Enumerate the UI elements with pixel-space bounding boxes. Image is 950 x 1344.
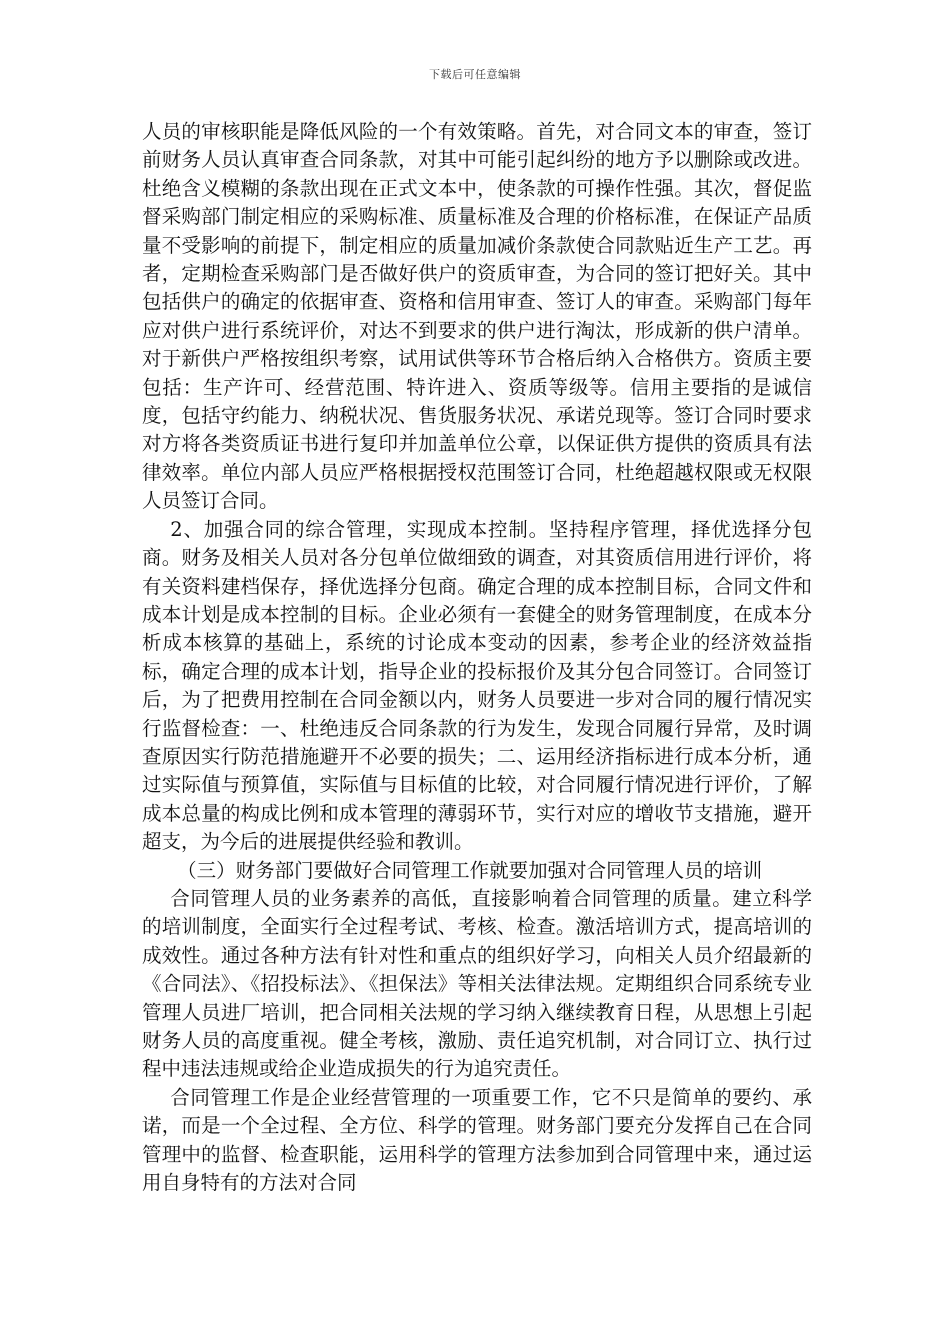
document-body bbox=[142, 118, 812, 1197]
page-header: 下载后可任意编辑 bbox=[429, 68, 521, 81]
paragraph-conclusion: 合同管理工作是企业经营管理的一项重要工作，它不只是简单的要约、承诺，而是一个全过程、全方位、科学的管理。财务部门要充分发挥自己在合同管理中的监督、检查职能，运用科学的管理方法参加到合同管理中来，通过运用自身特有的方法对合同 bbox=[142, 1085, 812, 1195]
paragraph-review-functions: 人员的审核职能是降低风险的一个有效策略。首先，对合同文本的审查，签订前财务人员认真审查合同条款，对其中可能引起纠纷的地方予以删除或改进。杜绝含义模糊的条款出现在正式文本中，使条款的可操作性强。其次，督促监督采购部门制定相应的采购标准、质量标准及合理的价格标准，在保证产品质量不受影响的前提下，制定相应的质量加减价条款使合同款贴近生产工艺。再者，定期检查采购部门是否做好供户的资质审查，为合同的签订把好关。其中包括供户的确定的依据审查、资格和信用审查、签订人的审查。采购部门每年应对供户进行系统评价，对达不到要求的供户进行淘汰，形成新的供户清单。对于新供户严格按组织考察，试用试供等环节合格后纳入合格供方。资质主要包括：生产许可、经营范围、特许进入、资质等级等。信用主要指的是诚信度，包括守约能力、纳税状况、售货服务状况、承诺兑现等。签订合同时要求对方将各类资质证书进行复印并加盖单位公章，以保证供方提供的资质具有法律效率。单位内部人员应严格根据授权范围签订合同，杜绝超越权限或无权限人员签订合同。 bbox=[142, 120, 812, 513]
section-heading-training: （三）财务部门要做好合同管理工作就要加强对合同管理人员的培训 bbox=[177, 858, 763, 882]
paragraph-contract-management: 2、加强合同的综合管理，实现成本控制。坚持程序管理，择优选择分包商。财务及相关人员对各分包单位做细致的调查，对其资质信用进行评价，将有关资料建档保存，择优选择分包商。确定合理的成本控制目标，合同文件和成本计划是成本控制的目标。企业必须有一套健全的财务管理制度，在成本分析成本核算的基础上，系统的讨论成本变动的因素，参考企业的经济效益指标，确定合理的成本计划，指导企业的投标报价及其分包合同签订。合同签订后，为了把费用控制在合同金额以内，财务人员要进一步对合同的履行情况实行监督检查：一、杜绝违反合同条款的行为发生，发现合同履行异常，及时调查原因实行防范措施避开不必要的损失；二、运用经济指标进行成本分析，通过实际值与预算值，实际值与目标值的比较，对合同履行情况进行评价，了解成本总量的构成比例和成本管理的薄弱环节，实行对应的增收节支措施，避开超支，为今后的进展提供经验和教训。 bbox=[142, 517, 812, 854]
paragraph-training: 合同管理人员的业务素养的高低，直接影响着合同管理的质量。建立科学的培训制度，全面实行全过程考试、考核、检查。激活培训方式，提高培训的成效性。通过各种方法有针对性和重点的组织好学习，向相关人员介绍最新的《合同法》、《招投标法》、《担保法》等相关法律法规。定期组织合同系统专业管理人员进厂培训，把合同相关法规的学习纳入继续教育日程，从思想上引起财务人员的高度重视。健全考核，激励、责任追究机制，对合同订立、执行过程中违法违规或给企业造成损失的行为追究责任。 bbox=[142, 886, 812, 1081]
